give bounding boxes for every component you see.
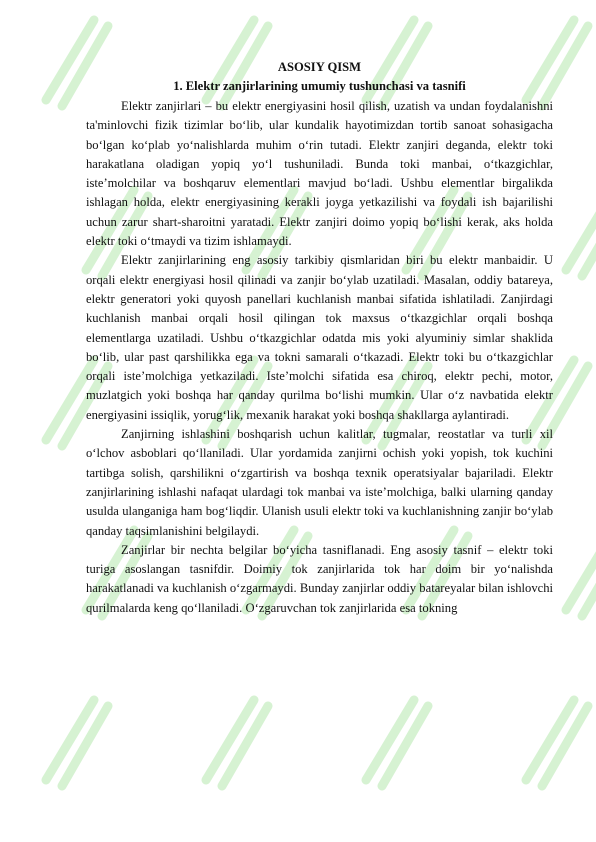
watermark-stroke-15 bbox=[566, 530, 596, 616]
watermark-stroke-16 bbox=[46, 700, 108, 786]
paragraph-3: Zanjirning ishlashini boshqarish uchun kalitlar, tugmalar, reostatlar va turli xil o‘lchov asboblari qo‘llaniladi. Ular yordamida zanjirni ochish yoki yopish, tok kuchini tartibga solish, qarshilikni o‘zgartirish va boshqa texnik operatsiyalar bajariladi. Elektr zanjirlarining ishlashi nafaqat ulardagi tok manbai va iste’molchiga, balki ularning qanday usulda ulanganiga ham bog‘liqdir. Ulanish usuli elektr toki va kuchlanishning zanjir bo‘ylab qanday taqsimlanishini belgilaydi. bbox=[86, 427, 553, 538]
document-page bbox=[86, 58, 553, 618]
paragraph-1: Elektr zanjirlari – bu elektr energiyasini hosil qilish, uzatish va undan foydalanishni ta'minlovchi fizik tizimlar bo‘lib, ular kundalik hayotimizdan tortib sanoat sohasigacha bo‘lgan ko‘plab yo‘nalishlarda muhim o‘rin tutadi. Elektr zanjiri deganda, elektr toki harakatlana oladigan yopiq yo‘l tushuniladi. Bunda toki manbai, o‘tkazgichlar, iste’molchilar va boshqaruv elementlari mavjud bo‘ladi. Ushbu elementlar birgalikda ishlagan holda, elektr energiyasining kerakli joyga yetkazilishi va foydali ish bajarilishi uchun zarur shart-sharoitni yaratadi. Elektr zanjiri doimo yopiq bo‘lishi kerak, aks holda elektr toki o‘tmaydi va tizim ishlamaydi. bbox=[86, 99, 553, 249]
watermark-stroke-17 bbox=[206, 700, 268, 786]
page-heading: ASOSIY QISM bbox=[277, 60, 362, 74]
paragraph-2: Elektr zanjirlarining eng asosiy tarkibiy qismlaridan biri bu elektr manbaidir. U orqali elektr energiyasi hosil qilinadi va zanjir bo‘ylab uzatiladi. Masalan, oddiy batareya, elektr generatori yoki quyosh panellari kuchlanish manbai sifatida ishlatiladi. Zanjirdagi kuchlanish manbai orqali hosil qilingan tok maxsus o‘tkazgichlar orqali boshqa elementlarga uzatiladi. Ushbu o‘tkazgichlar odatda mis yoki alyuminiy simlar shaklida bo‘lib, ular past qarshilikka ega va tokni samarali o‘tkazadi. Elektr toki bu o‘tkazgichlar orqali iste’molchiga yetkaziladi. Iste’molchi sifatida esa chiroq, elektr pechi, motor, muzlatgich yoki boshqa har qanday qurilma bo‘lishi mumkin. Ular o‘z navbatida elektr energiyasini issiqlik, yorug‘lik, mexanik harakat yoki boshqa shakllarga aylantiradi. bbox=[86, 253, 553, 422]
watermark-stroke-19 bbox=[526, 700, 588, 786]
section-title: 1. Elektr zanjirlarining umumiy tushunchasi va tasnifi bbox=[173, 79, 466, 93]
watermark-stroke-18 bbox=[366, 700, 428, 786]
paragraph-4: Zanjirlar bir nechta belgilar bo‘yicha tasniflanadi. Eng asosiy tasnif – elektr toki turiga asoslangan tasnifdir. Doimiy tok zanjirlarida tok har doim bir yo‘nalishda harakatlanadi va kuchlanish o‘zgarmaydi. Bunday zanjirlar oddiy batareyalar bilan ishlovchi qurilmalarda keng qo‘llaniladi. O‘zgaruvchan tok zanjirlarida esa tokning bbox=[86, 542, 553, 615]
watermark-stroke-7 bbox=[566, 190, 596, 276]
